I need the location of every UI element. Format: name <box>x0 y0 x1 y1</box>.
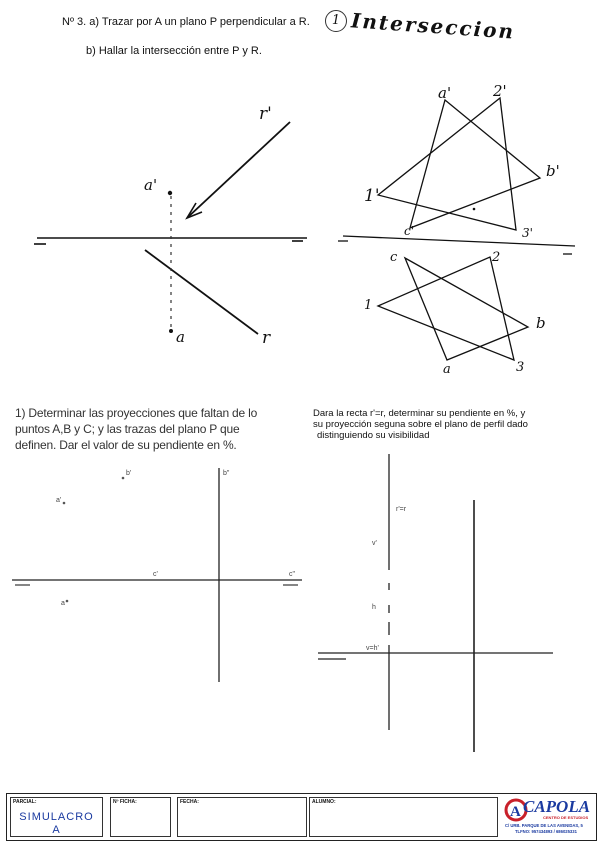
exercise-2-line-3: distinguiendo su visibilidad <box>317 430 430 441</box>
sketch-label-3-prime: 3' <box>522 226 533 240</box>
sketch-label-b-prime: b' <box>546 162 560 180</box>
exercise-3-statement-b: b) Hallar la intersección entre P y R. <box>86 45 262 57</box>
label-a-prime: a' <box>144 176 158 194</box>
parcial-box <box>10 797 103 837</box>
alumno-box[interactable] <box>309 797 498 837</box>
ex1-label-b-second: b" <box>223 470 230 477</box>
alumno-label: ALUMNO: <box>312 799 336 805</box>
ex2-label-r: r'=r <box>396 506 407 513</box>
sketch-label-c-prime: c' <box>404 224 415 238</box>
parcial-value <box>11 811 102 837</box>
capola-logo <box>503 797 595 837</box>
ex1-label-c-prime: c' <box>153 571 158 578</box>
logo-address: C/ URB. PARQUE DE LAS AVENIDAS, 5 <box>505 823 583 828</box>
sketch-label-a: a <box>443 362 451 377</box>
ex1-label-a-prime: a' <box>56 497 62 504</box>
exercise-1-line-3: definen. Dar el valor de su pendiente en %. <box>15 438 237 452</box>
sketch-label-c: c <box>390 250 398 265</box>
parcial-value-line-2: A <box>52 824 61 836</box>
ficha-box[interactable] <box>110 797 171 837</box>
logo-phone: TLFNO: 957434893 / 686025331 <box>515 829 577 834</box>
ex1-label-c-second: c" <box>289 571 295 578</box>
ex2-label-v-prime: v' <box>372 540 377 547</box>
sketch-label-3: 3 <box>516 360 525 375</box>
ex1-label-b-prime: b' <box>126 470 132 477</box>
ex2-label-vh: v=h' <box>366 645 379 652</box>
exercise-3-statement-a: Nº 3. a) Trazar por A un plano P perpendicular a R. <box>62 16 310 28</box>
label-a: a <box>176 328 185 346</box>
exercise-2-line-2: su proyección seguna sobre el plano de perfil dado <box>313 419 528 430</box>
sketch-label-2: 2 <box>492 250 501 265</box>
label-r: r <box>262 328 271 348</box>
sketch-label-b: b <box>536 314 546 332</box>
fecha-label: FECHA: <box>180 799 199 805</box>
logo-subtitle: CENTRO DE ESTUDIOS <box>543 815 589 820</box>
parcial-label: PARCIAL: <box>13 799 37 805</box>
exercise-1-line-1: 1) Determinar las proyecciones que faltan de lo <box>15 406 258 420</box>
svg-text:A: A <box>510 804 521 820</box>
exam-footer <box>6 793 597 841</box>
parcial-value-line-1: SIMULACRO <box>19 811 94 823</box>
handwritten-title: Interseccion <box>350 8 516 44</box>
logo-name: CAPOLA <box>523 797 591 816</box>
fecha-box[interactable] <box>177 797 307 837</box>
sketch-label-a-prime: a' <box>438 84 452 102</box>
sketch-label-2-prime: 2' <box>493 82 507 100</box>
sketch-label-1: 1 <box>364 298 373 313</box>
sketch-label-1-prime: 1' <box>364 186 380 206</box>
ficha-label: Nº FICHA: <box>113 799 137 805</box>
ex1-label-a: a <box>61 600 65 607</box>
exercise-2-line-1: Dara la recta r'=r, determinar su pendiente en %, y <box>313 408 526 419</box>
label-r-prime: r' <box>259 104 272 124</box>
circled-number: 1 <box>325 10 347 32</box>
ex2-label-h: h <box>372 604 376 611</box>
exercise-1-line-2: puntos A,B y C; y las trazas del plano P que <box>15 422 240 436</box>
